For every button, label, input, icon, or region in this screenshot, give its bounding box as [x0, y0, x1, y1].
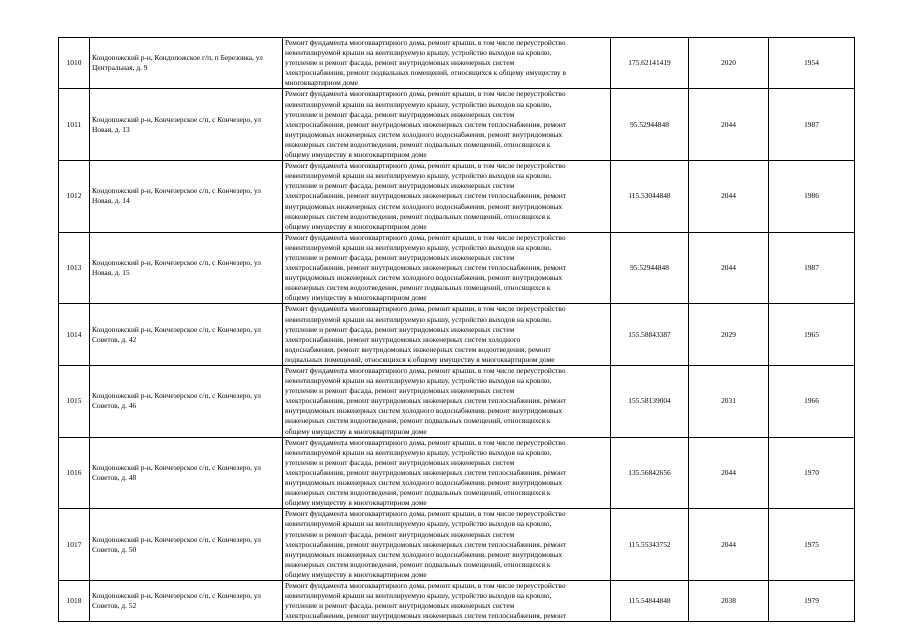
work-line: общему имуществу в многоквартирном доме	[285, 498, 427, 508]
address-cell	[90, 509, 283, 581]
work-line: утепление и ремонт фасада, ремонт внутридомовых инженерных систем	[285, 58, 515, 68]
address-text: Кондопожский р-н, Кончезерское с/п, с Кончезеро, ул Новая, д. 15	[92, 258, 261, 278]
planned-year-cell	[689, 437, 769, 509]
address-cell	[90, 89, 283, 161]
row-number-cell	[59, 580, 90, 621]
planned-year-cell	[689, 366, 769, 438]
cost-cell	[611, 366, 689, 438]
row-number-text: 1013	[66, 263, 82, 273]
address-text: Кондопожский р-н, Кончезерское с/п, с Кончезеро, ул Советов, д. 46	[92, 391, 261, 411]
work-line: подвальных помещений, относящихся к общему имуществу в многоквартирном доме	[285, 354, 555, 364]
row-number-text: 1015	[66, 396, 82, 406]
work-line: общему имуществу в многоквартирном доме	[285, 426, 427, 436]
build-year-cell	[769, 38, 855, 89]
build-year-text: 1987	[804, 119, 819, 129]
build-year-cell	[769, 232, 855, 304]
planned-year-cell	[689, 232, 769, 304]
row-number-cell	[59, 232, 90, 304]
work-line: внутридомовых инженерных систем холодного водоснабжения, ремонт внутридомовых	[285, 549, 563, 559]
work-line: утепление и ремонт фасада, ремонт внутридомовых инженерных систем	[285, 529, 515, 539]
work-line: инженерных систем водоотведения, ремонт подвальных помещений, относящихся к	[285, 139, 551, 149]
work-line: электроснабжения, ремонт внутридомовых инженерных систем теплоснабжения, ремонт	[285, 263, 567, 273]
planned-year-text: 2044	[721, 119, 736, 129]
work-list-cell	[283, 38, 611, 89]
build-year-text: 1966	[804, 396, 819, 406]
work-line: утепление и ремонт фасада, ремонт внутридомовых инженерных систем	[285, 109, 515, 119]
work-line: водоснабжения, ремонт внутридомовых инженерных систем водоотведения, ремонт	[285, 344, 551, 354]
address-text: Кондопожский р-н, Кончезерское с/п, с Кончезеро, ул Новая, д. 13	[92, 114, 261, 134]
work-list-cell	[283, 304, 611, 366]
work-line: электроснабжения, ремонт внутридомовых инженерных систем теплоснабжения, ремонт	[285, 539, 567, 549]
work-line: инженерных систем водоотведения, ремонт подвальных помещений, относящихся к	[285, 416, 551, 426]
build-year-cell	[769, 580, 855, 621]
build-year-text: 1979	[804, 596, 819, 606]
work-line: внутридомовых инженерных систем холодного водоснабжения, ремонт внутридомовых	[285, 201, 563, 211]
work-line: инженерных систем водоотведения, ремонт подвальных помещений, относящихся к	[285, 211, 551, 221]
address-cell	[90, 232, 283, 304]
work-line: Ремонт фундамента многоквартирного дома, ремонт крыши, в том числе переустройство	[285, 437, 566, 447]
build-year-cell	[769, 366, 855, 438]
table-row	[59, 580, 855, 621]
address-text: Кондопожский р-н, Кончезерское с/п, с Кончезеро, ул Советов, д. 42	[92, 324, 261, 344]
cost-text: 175.62141419	[628, 58, 671, 68]
build-year-cell	[769, 89, 855, 161]
work-line: общему имуществу в многоквартирном доме	[285, 221, 427, 231]
cost-cell	[611, 580, 689, 621]
table-row	[59, 437, 855, 509]
planned-year-cell	[689, 304, 769, 366]
table-row	[59, 38, 855, 89]
address-cell	[90, 161, 283, 233]
work-list-cell	[283, 580, 611, 621]
row-number-text: 1011	[66, 119, 82, 129]
cost-text: 155.58139004	[628, 396, 671, 406]
address-cell	[90, 366, 283, 438]
work-line: невентилируемой крыши на вентилируемую крышу, устройство выходов на кровлю,	[285, 591, 552, 601]
planned-year-cell	[689, 161, 769, 233]
work-list-cell	[283, 437, 611, 509]
build-year-cell	[769, 509, 855, 581]
work-line: электроснабжения, ремонт внутридомовых инженерных систем теплоснабжения, ремонт	[285, 611, 567, 621]
build-year-text: 1954	[804, 58, 819, 68]
cost-text: 155.58843387	[628, 329, 671, 339]
build-year-cell	[769, 437, 855, 509]
cost-cell	[611, 304, 689, 366]
cost-cell	[611, 437, 689, 509]
work-line: электроснабжения, ремонт подвальных помещений, относящихся к общему имуществу в	[285, 68, 566, 78]
planned-year-text: 2020	[721, 58, 736, 68]
cost-text: 135.56842656	[628, 467, 671, 477]
cost-cell	[611, 38, 689, 89]
address-cell	[90, 304, 283, 366]
work-line: утепление и ремонт фасада, ремонт внутридомовых инженерных систем	[285, 324, 515, 334]
work-line: внутридомовых инженерных систем холодного водоснабжения, ремонт внутридомовых	[285, 273, 563, 283]
work-line: невентилируемой крыши на вентилируемую крышу, устройство выходов на кровлю,	[285, 376, 552, 386]
address-cell	[90, 437, 283, 509]
work-line: утепление и ремонт фасада, ремонт внутридомовых инженерных систем	[285, 181, 515, 191]
row-number-cell	[59, 366, 90, 438]
row-number-text: 1017	[66, 539, 82, 549]
cost-text: 115.53044848	[628, 191, 671, 201]
work-line: утепление и ремонт фасада, ремонт внутридомовых инженерных систем	[285, 601, 515, 611]
row-number-text: 1016	[66, 467, 82, 477]
work-list-cell	[283, 509, 611, 581]
build-year-text: 1986	[804, 191, 819, 201]
work-line: невентилируемой крыши на вентилируемую крышу, устройство выходов на кровлю,	[285, 447, 552, 457]
work-line: общему имуществу в многоквартирном доме	[285, 150, 427, 160]
work-list-cell	[283, 161, 611, 233]
address-text: Кондопожский р-н, Кончезерское с/п, с Кончезеро, ул Советов, д. 52	[92, 591, 261, 611]
work-line: утепление и ремонт фасада, ремонт внутридомовых инженерных систем	[285, 457, 515, 467]
work-line: Ремонт фундамента многоквартирного дома, ремонт крыши, в том числе переустройство	[285, 509, 566, 519]
table-row	[59, 232, 855, 304]
planned-year-cell	[689, 89, 769, 161]
work-line: невентилируемой крыши на вентилируемую крышу, устройство выходов на кровлю,	[285, 519, 552, 529]
work-line: Ремонт фундамента многоквартирного дома, ремонт крыши, в том числе переустройство	[285, 304, 566, 314]
planned-year-text: 2044	[721, 467, 736, 477]
table-row	[59, 161, 855, 233]
build-year-text: 1965	[804, 329, 819, 339]
planned-year-text: 2044	[721, 539, 736, 549]
work-line: электроснабжения, ремонт внутридомовых инженерных систем холодного	[285, 334, 521, 344]
work-line: электроснабжения, ремонт внутридомовых инженерных систем теплоснабжения, ремонт	[285, 396, 567, 406]
planned-year-cell	[689, 580, 769, 621]
work-line: инженерных систем водоотведения, ремонт подвальных помещений, относящихся к	[285, 559, 551, 569]
address-text: Кондопожский р-н, Кончезерское с/п, с Кончезеро, ул Советов, д. 48	[92, 462, 261, 482]
work-line: невентилируемой крыши на вентилируемую крышу, устройство выходов на кровлю,	[285, 242, 552, 252]
cost-text: 95.52944848	[630, 263, 669, 273]
work-line: невентилируемой крыши на вентилируемую крышу, устройство выходов на кровлю,	[285, 171, 552, 181]
row-number-text: 1010	[66, 58, 82, 68]
work-line: Ремонт фундамента многоквартирного дома, ремонт крыши, в том числе переустройство	[285, 89, 566, 99]
table-row	[59, 304, 855, 366]
row-number-cell	[59, 437, 90, 509]
work-line: общему имуществу в многоквартирном доме	[285, 293, 427, 303]
cost-cell	[611, 89, 689, 161]
build-year-text: 1970	[804, 467, 819, 477]
work-line: Ремонт фундамента многоквартирного дома, ремонт крыши, в том числе переустройство	[285, 366, 566, 375]
address-cell	[90, 580, 283, 621]
capital-repair-table	[58, 37, 855, 622]
work-line: Ремонт фундамента многоквартирного дома, ремонт крыши, в том числе переустройство	[285, 232, 566, 242]
table-body	[59, 38, 855, 622]
work-list-cell	[283, 89, 611, 161]
work-line: инженерных систем водоотведения, ремонт подвальных помещений, относящихся к	[285, 488, 551, 498]
planned-year-text: 2029	[721, 329, 736, 339]
build-year-text: 1975	[804, 539, 819, 549]
work-line: Ремонт фундамента многоквартирного дома, ремонт крыши, в том числе переустройство	[285, 38, 566, 47]
work-line: Ремонт фундамента многоквартирного дома, ремонт крыши, в том числе переустройство	[285, 161, 566, 171]
address-text: Кондопожский р-н, Кончезерское с/п, с Кончезеро, ул Советов, д. 50	[92, 534, 261, 554]
row-number-cell	[59, 89, 90, 161]
work-line: внутридомовых инженерных систем холодного водоснабжения, ремонт внутридомовых	[285, 129, 563, 139]
row-number-text: 1018	[66, 596, 82, 606]
table-row	[59, 89, 855, 161]
work-line: утепление и ремонт фасада, ремонт внутридомовых инженерных систем	[285, 252, 515, 262]
planned-year-text: 2031	[721, 396, 736, 406]
work-line: внутридомовых инженерных систем холодного водоснабжения, ремонт внутридомовых	[285, 478, 563, 488]
cost-text: 115.55343752	[628, 539, 671, 549]
cost-text: 115.54844848	[628, 596, 671, 606]
work-list-cell	[283, 232, 611, 304]
row-number-cell	[59, 38, 90, 89]
cost-cell	[611, 509, 689, 581]
work-line: Ремонт фундамента многоквартирного дома, ремонт крыши, в том числе переустройство	[285, 580, 566, 590]
planned-year-text: 2038	[721, 596, 736, 606]
work-line: невентилируемой крыши на вентилируемую крышу, устройство выходов на кровлю,	[285, 48, 552, 58]
work-line: многоквартирном доме	[285, 78, 358, 88]
table-row	[59, 366, 855, 438]
work-line: внутридомовых инженерных систем холодного водоснабжения, ремонт внутридомовых	[285, 406, 563, 416]
row-number-cell	[59, 509, 90, 581]
build-year-text: 1987	[804, 263, 819, 273]
work-line: невентилируемой крыши на вентилируемую крышу, устройство выходов на кровлю,	[285, 99, 552, 109]
document-table-page	[58, 37, 854, 622]
cost-text: 95.52944848	[630, 119, 669, 129]
planned-year-cell	[689, 38, 769, 89]
planned-year-cell	[689, 509, 769, 581]
row-number-text: 1014	[66, 329, 82, 339]
address-cell	[90, 38, 283, 89]
address-text: Кондопожский р-н, Кондопожское г/п, п Березовка, ул Центральная, д. 9	[92, 53, 263, 73]
cost-cell	[611, 161, 689, 233]
work-line: утепление и ремонт фасада, ремонт внутридомовых инженерных систем	[285, 386, 515, 396]
work-list-cell	[283, 366, 611, 438]
build-year-cell	[769, 161, 855, 233]
work-line: невентилируемой крыши на вентилируемую крышу, устройство выходов на кровлю,	[285, 314, 552, 324]
address-text: Кондопожский р-н, Кончезерское с/п, с Кончезеро, ул Новая, д. 14	[92, 186, 261, 206]
planned-year-text: 2044	[721, 191, 736, 201]
work-line: общему имуществу в многоквартирном доме	[285, 569, 427, 579]
row-number-cell	[59, 304, 90, 366]
build-year-cell	[769, 304, 855, 366]
work-line: инженерных систем водоотведения, ремонт подвальных помещений, относящихся к	[285, 283, 551, 293]
row-number-cell	[59, 161, 90, 233]
planned-year-text: 2044	[721, 263, 736, 273]
cost-cell	[611, 232, 689, 304]
table-row	[59, 509, 855, 581]
work-line: электроснабжения, ремонт внутридомовых инженерных систем теплоснабжения, ремонт	[285, 467, 567, 477]
work-line: электроснабжения, ремонт внутридомовых инженерных систем теплоснабжения, ремонт	[285, 119, 567, 129]
work-line: электроснабжения, ремонт внутридомовых инженерных систем теплоснабжения, ремонт	[285, 191, 567, 201]
row-number-text: 1012	[66, 191, 82, 201]
